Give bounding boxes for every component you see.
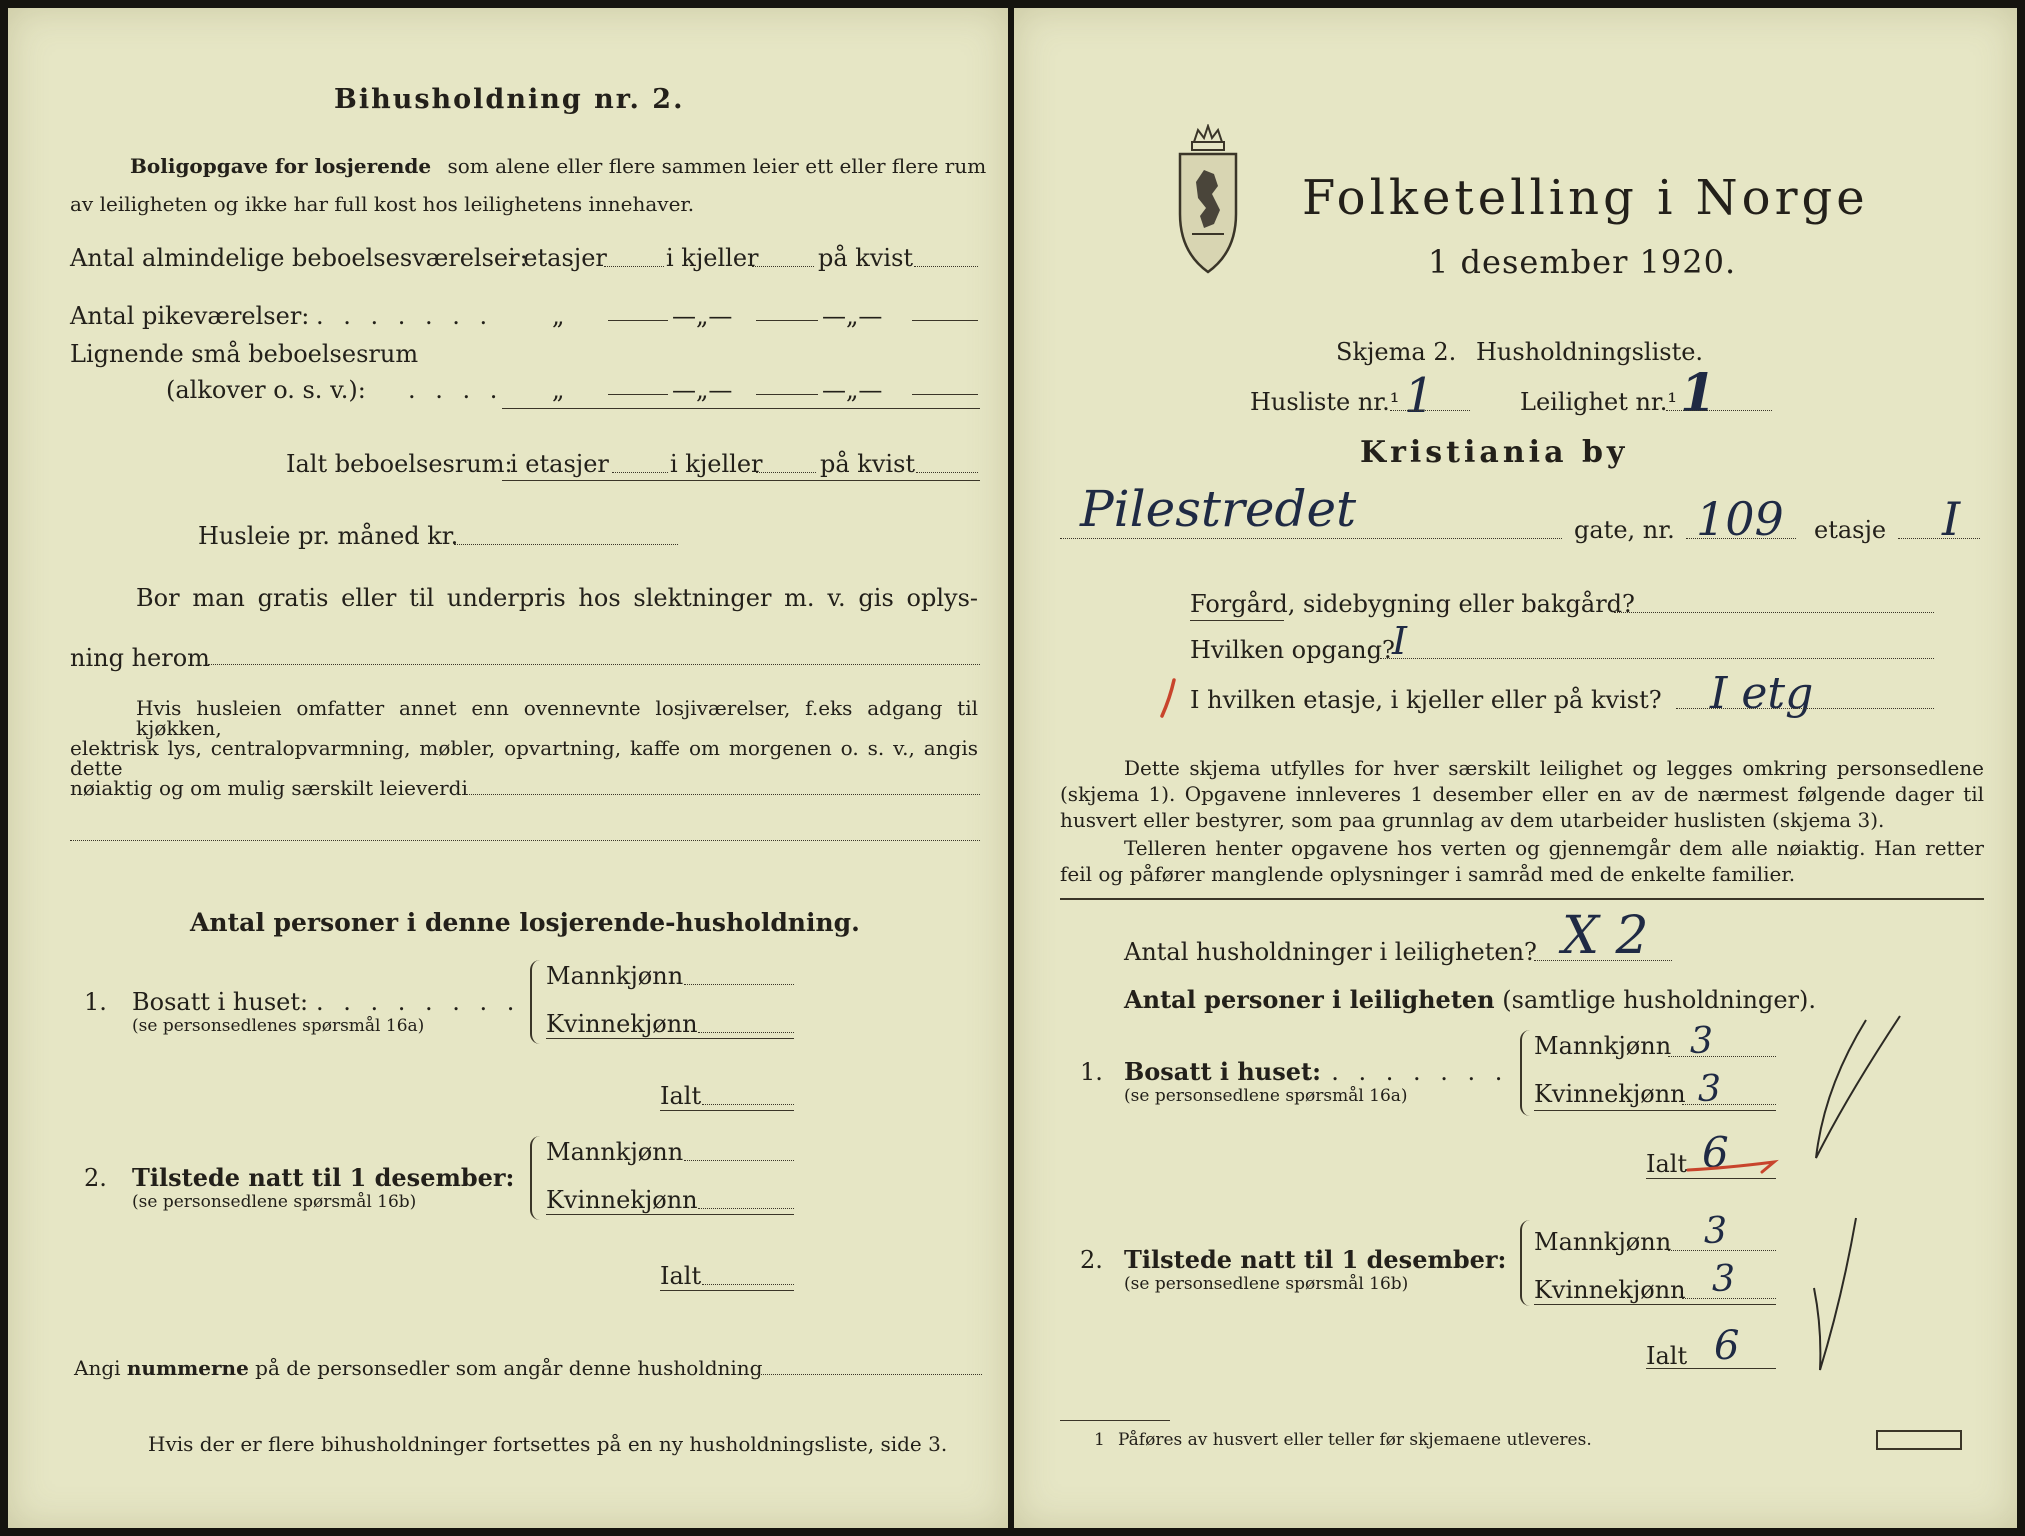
rooms-etasjer-field[interactable] <box>604 266 664 267</box>
pike-dots: . . . . . . . <box>316 302 494 330</box>
q2-kvinne-field[interactable] <box>1682 1298 1776 1299</box>
q2-mann-value: 3 <box>1704 1211 1727 1252</box>
q1-kvinne-field[interactable] <box>1682 1104 1776 1105</box>
q2-ialt-value: 6 <box>1714 1323 1740 1369</box>
sum-rule <box>502 408 980 409</box>
pike-line-2[interactable] <box>756 320 818 321</box>
husholdninger-label: Antal husholdninger i leiligheten? <box>1124 938 1537 966</box>
q1-mann-field[interactable] <box>684 984 794 985</box>
coat-of-arms-icon <box>1174 124 1242 280</box>
gate-nr-field[interactable] <box>1686 538 1796 539</box>
etasje-question-field[interactable] <box>1676 708 1934 709</box>
rooms-kvist-field[interactable] <box>914 266 978 267</box>
ialt-etasjer-label: i etasjer <box>510 450 609 478</box>
q2-ialt-field[interactable] <box>702 1284 794 1285</box>
q1-ialt-field[interactable] <box>702 1104 794 1105</box>
form-title: Folketelling i Norge <box>1302 170 1869 226</box>
q2-label: Tilstede natt til 1 desember: <box>1124 1245 1507 1274</box>
ialt-kvist-field[interactable] <box>916 472 978 473</box>
q2-sub: (se personsedlene spørsmål 16b) <box>132 1192 417 1212</box>
note-line-3: nøiaktig og om mulig særskilt leieverdi <box>70 776 468 800</box>
footnote-rule <box>1060 1420 1170 1421</box>
q1-num: 1. <box>84 988 107 1016</box>
ialt-underline <box>502 480 980 481</box>
q2-ialt-underline <box>1646 1368 1776 1369</box>
q2-label: Tilstede natt til 1 desember: <box>132 1163 515 1192</box>
alkover-line-2[interactable] <box>756 394 818 395</box>
note-line-2: elektrisk lys, centralopvarmning, møbler, opvartning, kaffe om morgenen o. s. v., angis dette <box>70 736 978 780</box>
bihusholdning-heading: Bihusholdning nr. 2. <box>334 84 685 115</box>
husleie-label: Husleie pr. måned kr. <box>198 522 459 550</box>
q1-kvinne-label: Kvinnekjønn <box>546 1010 698 1038</box>
lignende-label: Lignende små beboelsesrum <box>70 340 419 368</box>
q2-kvinne-value: 3 <box>1712 1259 1735 1300</box>
street-value: Pilestredet <box>1080 480 1357 538</box>
q1-kvinne-field[interactable] <box>698 1032 794 1033</box>
schema-name: Husholdningsliste. <box>1476 338 1704 366</box>
left-page <box>8 8 1008 1528</box>
persons-heading: Antal personer i denne losjerende-husholdning. <box>190 908 860 937</box>
street-field[interactable] <box>1060 538 1562 539</box>
q2-mann-field[interactable] <box>1668 1250 1776 1251</box>
q2-mann-label: Mannkjønn <box>546 1138 684 1166</box>
right-page <box>1014 8 2017 1528</box>
info-line-1: Dette skjema utfylles for hver særskilt leilighet og legges omkring personsedlene <box>1124 756 1984 780</box>
q1-sum-rule <box>1534 1110 1776 1111</box>
ialt-kvist-label: på kvist <box>820 450 916 478</box>
etasje-question: I hvilken etasje, i kjeller eller på kvist? <box>1190 686 1662 714</box>
opgang-field[interactable] <box>1380 658 1934 659</box>
q2-sum-rule <box>546 1214 794 1215</box>
pencil-check-marks-icon <box>1794 1008 1914 1378</box>
q1-brace <box>530 960 540 1044</box>
pike-ditto-dash-2: —„— <box>822 302 883 330</box>
leilighet-label: Leilighet nr.¹ <box>1520 388 1678 416</box>
nummerne-bold: nummerne <box>126 1356 249 1380</box>
q1-ialt-label: Ialt <box>660 1082 702 1110</box>
alkover-ditto-dash-2: —„— <box>822 376 883 404</box>
note-field-2[interactable] <box>70 840 980 841</box>
persons-line <box>1124 985 1817 1014</box>
opgang-value: I <box>1392 619 1408 663</box>
info-rule <box>1060 898 1984 900</box>
q1-dots: . . . . . . . . <box>316 988 521 1016</box>
gratis-line-2: ning herom <box>70 644 210 672</box>
ialt-kjeller-field[interactable] <box>756 472 816 473</box>
rooms-etasjer-label: i etasjer <box>508 244 607 272</box>
q1-kvinne-label: Kvinnekjønn <box>1534 1080 1686 1108</box>
ialt-etasjer-field[interactable] <box>612 472 668 473</box>
continue-note: Hvis der er flere bihusholdninger fortsettes på en ny husholdningsliste, side 3. <box>148 1432 948 1456</box>
q1-mann-label: Mannkjønn <box>1534 1032 1672 1060</box>
forgaard-question: Forgård, sidebygning eller bakgård? <box>1190 590 1635 618</box>
schema-number: Skjema 2. <box>1336 338 1457 366</box>
etasje-label: etasje <box>1814 516 1887 544</box>
q1-sum-rule <box>546 1038 794 1039</box>
q1-num: 1. <box>1080 1058 1103 1086</box>
q1-sub: (se personsedlene spørsmål 16a) <box>1124 1086 1408 1106</box>
info-line-4: Telleren henter opgavene hos verten og gjennemgår dem alle nøiaktig. Han retter <box>1124 836 1984 860</box>
husholdninger-value: X 2 <box>1562 906 1649 966</box>
intro-line-2: av leiligheten og ikke har full kost hos leilighetens innehaver. <box>70 192 695 216</box>
alkover-ditto: „ <box>552 376 565 404</box>
q1-sub: (se personsedlenes spørsmål 16a) <box>132 1016 425 1036</box>
info-line-3: husvert eller bestyrer, som paa grunnlag av dem utarbeider huslisten (skjema 3). <box>1060 808 1885 832</box>
info-line-2: (skjema 1). Opgavene innleveres 1 desember eller en av de nærmest følgende dager til <box>1060 782 1984 806</box>
pike-label: Antal pikeværelser: <box>70 302 310 330</box>
intro-rest: som alene eller flere sammen leier ett eller flere rum <box>447 154 987 178</box>
alkover-ditto-dash-1: —„— <box>672 376 733 404</box>
pike-ditto-dash-1: —„— <box>672 302 733 330</box>
q1-ialt-red-underline <box>1686 1156 1782 1176</box>
intro-bold: Boligopgave for losjerende <box>130 154 432 178</box>
ialt-kjeller-label: i kjeller <box>670 450 763 478</box>
note-line-1: Hvis husleien omfatter annet enn ovennevnte losjiværelser, f.eks adgang til kjøkken, <box>136 696 978 740</box>
etasje-question-value: I etg <box>1710 668 1814 719</box>
q2-ialt-label: Ialt <box>1646 1342 1688 1370</box>
q2-brace <box>1520 1220 1530 1306</box>
forgaard-underline <box>1190 620 1284 621</box>
nummerne-field[interactable] <box>752 1374 982 1375</box>
city-name: Kristiania by <box>1360 435 1629 470</box>
husleie-field[interactable] <box>454 544 678 545</box>
opgang-question: Hvilken opgang? <box>1190 636 1395 664</box>
q2-mann-label: Mannkjønn <box>1534 1228 1672 1256</box>
form-date: 1 desember 1920. <box>1428 243 1737 281</box>
q1-ialt-underline <box>660 1110 794 1111</box>
nummerne-line <box>74 1358 762 1378</box>
q1-ialt-underline <box>1646 1178 1776 1179</box>
q1-ialt-value: 6 <box>1702 1128 1729 1177</box>
pike-ditto: „ <box>552 302 565 330</box>
rooms-kjeller-field[interactable] <box>752 266 814 267</box>
q2-kvinne-label: Kvinnekjønn <box>546 1186 698 1214</box>
forgaard-field[interactable] <box>1614 612 1934 613</box>
q1-label: Bosatt i huset: <box>1124 1057 1321 1086</box>
q2-sum-rule <box>1534 1304 1776 1305</box>
q2-kvinne-field[interactable] <box>698 1208 794 1209</box>
footnote-number: 1 <box>1094 1430 1105 1450</box>
leilighet-field[interactable] <box>1666 410 1772 411</box>
husliste-label: Husliste nr.¹ <box>1250 388 1400 416</box>
rooms-kvist-label: på kvist <box>818 244 914 272</box>
husholdninger-field[interactable] <box>1534 960 1672 961</box>
alkover-label: (alkover o. s. v.): <box>166 376 366 404</box>
intro-line-1 <box>130 156 986 176</box>
rooms-label: Antal almindelige beboelsesværelser: <box>70 244 528 272</box>
q1-label: Bosatt i huset: <box>132 988 309 1016</box>
nummerne-rest: på de personsedler som angår denne husholdning <box>248 1356 763 1380</box>
q2-ialt-label: Ialt <box>660 1262 702 1290</box>
q2-num: 2. <box>84 1164 107 1192</box>
q2-kvinne-label: Kvinnekjønn <box>1534 1276 1686 1304</box>
alkover-line-3[interactable] <box>912 394 978 395</box>
gate-label: gate, nr. <box>1574 516 1675 544</box>
q1-kvinne-value: 3 <box>1698 1069 1721 1110</box>
red-check-mark-icon <box>1156 676 1180 720</box>
note-field-1[interactable] <box>462 794 980 795</box>
gratis-field[interactable] <box>208 664 980 665</box>
ialt-beboelsesrum-label: Ialt beboelsesrum: <box>286 450 513 478</box>
persons-bold: Antal personer i leiligheten <box>1124 985 1495 1014</box>
leilighet-value: 1 <box>1680 363 1717 424</box>
q1-brace <box>1520 1030 1530 1116</box>
etasje-field[interactable] <box>1898 538 1980 539</box>
alkover-line-1[interactable] <box>608 394 668 395</box>
q1-ialt-label: Ialt <box>1646 1150 1688 1178</box>
footnote-text: Påføres av husvert eller teller før skjemaene utleveres. <box>1118 1430 1592 1450</box>
gratis-line-1: Bor man gratis eller til underpris hos slektninger m. v. gis oplys- <box>136 584 978 612</box>
printer-stamp <box>1876 1430 1962 1450</box>
q1-mann-value: 3 <box>1690 1021 1713 1062</box>
q2-brace <box>530 1136 540 1220</box>
pike-line-1[interactable] <box>608 320 668 321</box>
q2-mann-field[interactable] <box>684 1160 794 1161</box>
persons-rest: (samtlige husholdninger). <box>1502 986 1817 1014</box>
q2-ialt-underline <box>660 1290 794 1291</box>
q1-dots: . . . . . . . . <box>1304 1058 1509 1086</box>
q2-sub: (se personsedlene spørsmål 16b) <box>1124 1274 1409 1294</box>
q2-num: 2. <box>1080 1246 1103 1274</box>
q1-mann-label: Mannkjønn <box>546 962 684 990</box>
gate-nr-value: 109 <box>1696 492 1784 546</box>
husliste-field[interactable] <box>1390 410 1470 411</box>
husliste-value: 1 <box>1404 368 1435 424</box>
q1-mann-field[interactable] <box>1668 1056 1776 1057</box>
nummerne-pre: Angi <box>74 1356 127 1380</box>
etasje-value: I <box>1942 492 1961 546</box>
pike-line-3[interactable] <box>912 320 978 321</box>
alkover-dots: . . . . <box>408 376 504 404</box>
rooms-kjeller-label: i kjeller <box>666 244 759 272</box>
info-line-5: feil og påfører manglende oplysninger i samråd med de enkelte familier. <box>1060 862 1796 886</box>
